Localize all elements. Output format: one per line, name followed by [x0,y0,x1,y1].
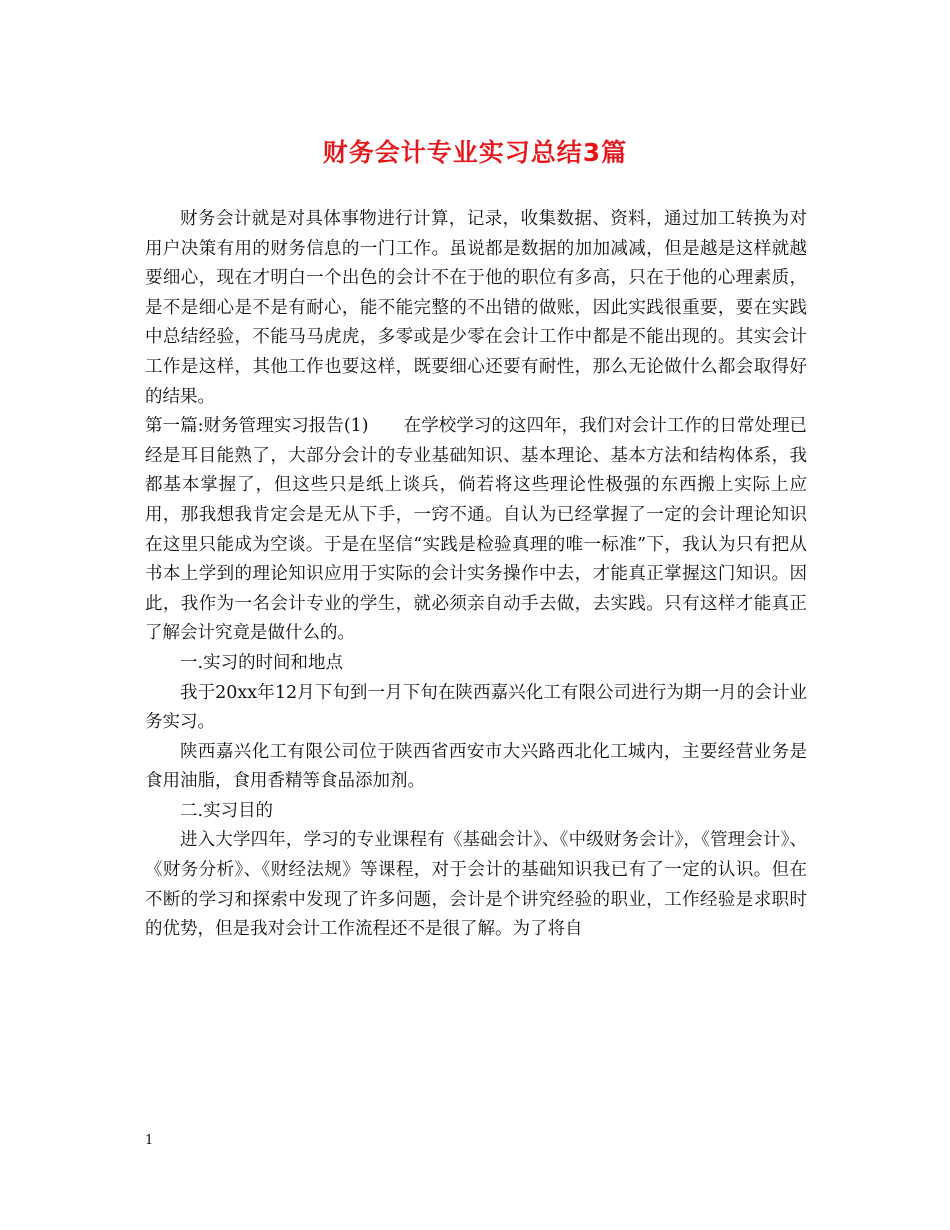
section-heading-purpose: 二.实习目的 [180,800,274,821]
chapter-paragraph [145,412,807,649]
purpose-paragraph: 进入大学四年，学习的专业课程有《基础会计》、《中级财务会计》，《管理会计》、《财务分析》、《财经法规》等课程，对于会计的基础知识我已有了一定的认识。但在不断的学习和探索中发现了许多问题，会计是个讲究经验的职业，工作经验是求职时的优势，但是我对会计工作流程还不是很了解。为了将自 [145,830,807,940]
intro-paragraph: 财务会计就是对具体事物进行计算，记录，收集数据、资料，通过加工转换为对用户决策有用的财务信息的一门工作。虽说都是数据的加加减减，但是越是这样就越要细心，现在才明白一个出色的会计不在于他的职位有多高，只在于他的心理素质，是不是细心是不是有耐心，能不能完整的不出错的做账，因此实践很重要，要在实践中总结经验，不能马马虎虎，多零或是少零在会计工作中都是不能出现的。其实会计工作是这样，其他工作也要这样，既要细心还要有耐性，那么无论做什么都会取得好的结果。 [145,209,807,407]
section-heading-time-place: 一.实习的时间和地点 [180,652,344,673]
chapter-heading: 第一篇:财务管理实习报告(1) [145,416,369,437]
chapter-body: 在学校学习的这四年，我们对会计工作的日常处理已经是耳目能熟了，大部分会计的专业基础知识、基本理论、基本方法和结构体系，我都基本掌握了，但这些只是纸上谈兵，倘若将这些理论性极强的东西搬上实际上应用，那我想我肯定会是无从下手，一窍不通。自认为已经掌握了一定的会计理论知识在这里只能成为空谈。于是在坚信“实践是检验真理的唯一标准”下，我认为只有把从书本上学到的理论知识应用于实际的会计实务操作中去，才能真正掌握这门知识。因此，我作为一名会计专业的学生，就必须亲自动手去做，去实践。只有这样才能真正了解会计究竟是做什么的。 [145,416,808,644]
document-title: 财务会计专业实习总结3篇 [322,138,628,167]
document-body [145,205,807,945]
page-number: 1 [145,1133,154,1148]
company-description-paragraph: 陕西嘉兴化工有限公司位于陕西省西安市大兴路西北化工城内，主要经营业务是食用油脂，食用香精等食品添加剂。 [145,741,807,792]
internship-period-paragraph: 我于20xx年12月下旬到一月下旬在陕西嘉兴化工有限公司进行为期一月的会计业务实习。 [145,682,807,733]
